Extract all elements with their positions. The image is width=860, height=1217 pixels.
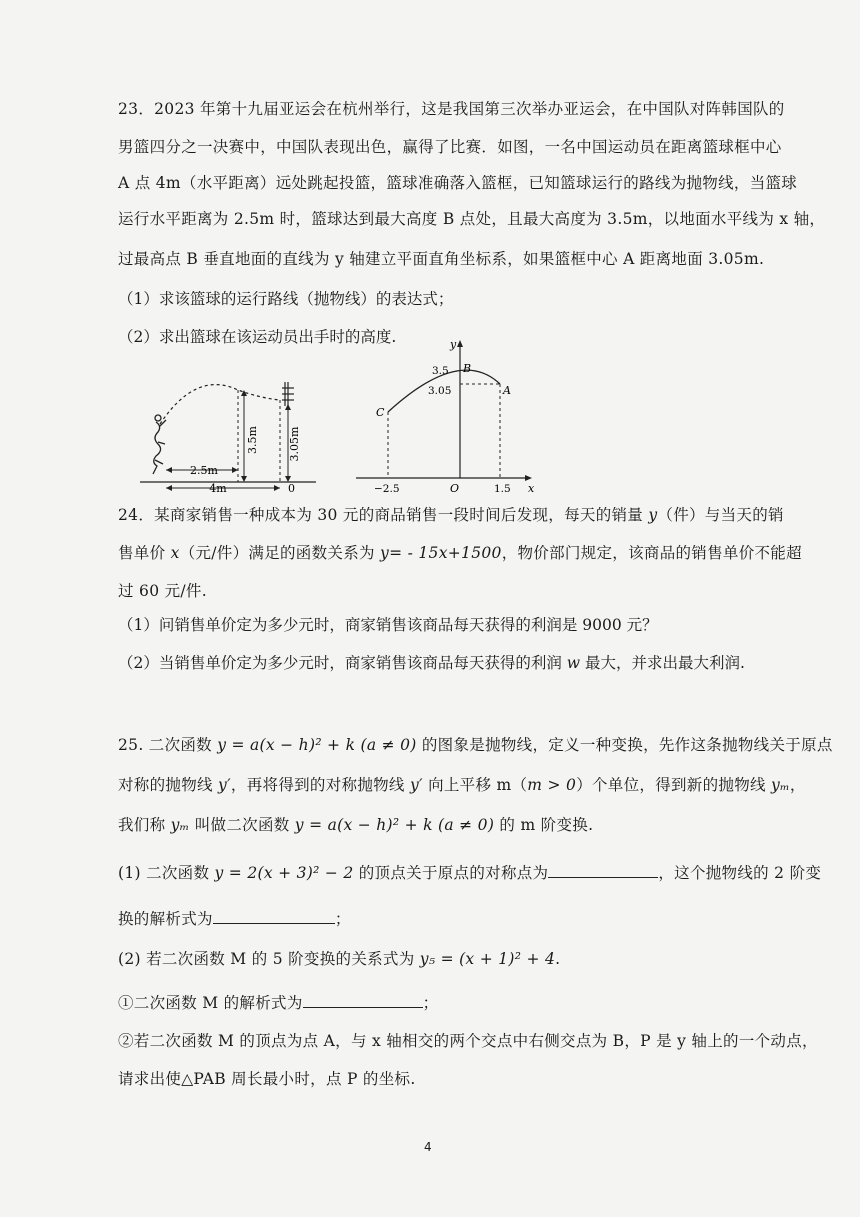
origin-0-label: 0: [288, 482, 295, 492]
coordinate-figure: [352, 336, 542, 496]
q25-sub-1-line-1: (1) 二次函数 y = 2(x + 3)² − 2 的顶点关于原点的对称点为 ，这个抛物线的 2 阶变: [118, 864, 822, 882]
q25-sub-2-part-2-line-2: 请求出使△PAB 周长最小时，点 P 的坐标.: [118, 1070, 416, 1088]
hoop-icon: [282, 382, 294, 406]
answer-blank-3[interactable]: [303, 993, 423, 1008]
q25-sub-2-part-1: ①二次函数 M 的解析式为 ；: [118, 994, 439, 1012]
q25-sub-2: (2) 若二次函数 M 的 5 阶变换的关系式为 y₅ = (x + 1)² + 4.: [118, 950, 561, 968]
q25-sub-2-part-2-line-1: ②若二次函数 M 的顶点为点 A，与 x 轴相交的两个交点中右侧交点为 B，P 是 y 轴上的一个动点，: [118, 1032, 818, 1050]
q25-line-1: 25. 二次函数 y = a(x − h)² + k (a ≠ 0) 的图象是抛物线，定义一种变换，先作这条抛物线关于原点: [118, 736, 833, 754]
y-tick-3-05: 3.05: [428, 385, 452, 397]
q23-line-3: A 点 4m（水平距离）远处跳起投篮，篮球准确落入篮框，已知篮球运行的路线为抛物线，当篮球: [118, 174, 798, 192]
point-a-label: A: [503, 384, 511, 397]
distance-2-5m-label: 2.5m: [190, 464, 218, 477]
q25-sub-1-line-2: 换的解析式为 ；: [118, 910, 351, 928]
point-c-label: C: [376, 406, 385, 419]
ball-trajectory: [160, 385, 280, 424]
q24-sub-1: （1）问销售单价定为多少元时，商家销售该商品每天获得的利润是 9000 元？: [118, 616, 658, 634]
player-icon: [153, 415, 166, 474]
y-tick-3-5: 3.5: [432, 365, 449, 377]
q23-line-2: 男篮四分之一决赛中，中国队表现出色，赢得了比赛．如图，一名中国运动员在距离篮球框中心: [118, 138, 782, 156]
q24-line-1: 24．某商家销售一种成本为 30 元的商品销售一段时间后发现，每天的销量 y（件）与当天的销: [118, 506, 784, 524]
q24-line-2: 售单价 x（元/件）满足的函数关系为 y= - 15x+1500，物价部门规定，该商品的销售单价不能超: [118, 544, 802, 562]
distance-4m-label: 4m: [209, 482, 227, 492]
height-3-05m-label: 3.05m: [288, 426, 301, 462]
answer-blank-2[interactable]: [213, 909, 335, 924]
page-number: 4: [424, 1140, 432, 1154]
answer-blank-1[interactable]: [548, 863, 658, 878]
point-b-label: B: [463, 362, 472, 375]
x-tick-neg-2-5: −2.5: [374, 483, 400, 495]
q25-line-2: 对称的抛物线 y′，再将得到的对称抛物线 y′ 向上平移 m（m > 0）个单位，得到新的抛物线 yₘ，: [118, 776, 806, 794]
height-3-5m-label: 3.5m: [246, 426, 259, 454]
q23-line-4: 运行水平距离为 2.5m 时，篮球达到最大高度 B 点处，且最大高度为 3.5m，以地面水平线为 x 轴，: [118, 210, 826, 228]
y-axis-label: y: [450, 338, 457, 351]
q23-line-5: 过最高点 B 垂直地面的直线为 y 轴建立平面直角坐标系，如果篮框中心 A 距离地面 3.05m.: [118, 250, 765, 268]
x-tick-1-5: 1.5: [494, 483, 511, 495]
q23-line-1: 23．2023 年第十九届亚运会在杭州举行，这是我国第三次举办亚运会，在中国队对阵韩国队的: [118, 100, 785, 118]
origin-o-label: O: [450, 482, 460, 495]
q24-line-3: 过 60 元/件.: [118, 582, 207, 600]
basketball-shot-figure: [138, 372, 318, 492]
q23-sub-2: （2）求出篮球在该运动员出手时的高度.: [118, 328, 397, 346]
x-axis-label: x: [528, 482, 535, 495]
q25-line-3: 我们称 yₘ 叫做二次函数 y = a(x − h)² + k (a ≠ 0) 的 m 阶变换.: [118, 816, 594, 834]
q23-sub-1: （1）求该篮球的运行路线（抛物线）的表达式；: [118, 290, 454, 308]
q24-sub-2: （2）当销售单价定为多少元时，商家销售该商品每天获得的利润 w 最大，并求出最大利润.: [118, 654, 745, 672]
